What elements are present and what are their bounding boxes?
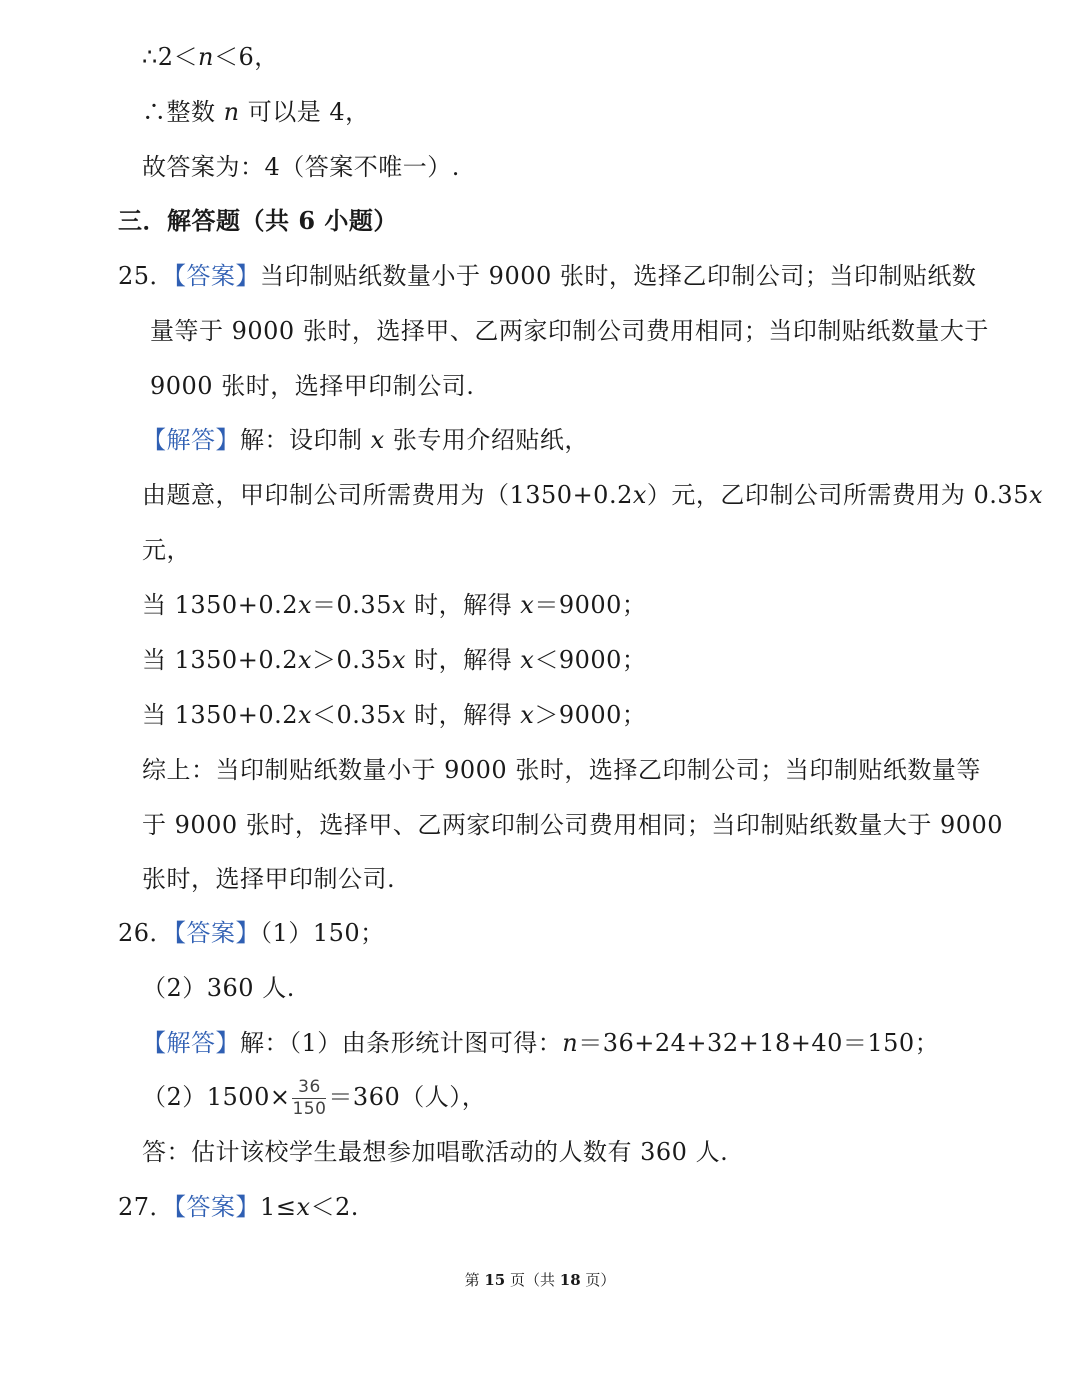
q25-equation-1 — [142, 590, 646, 620]
variable: x — [391, 646, 407, 674]
variable: x — [297, 701, 313, 729]
solution-tag: 【解答】 — [142, 1029, 240, 1057]
variable: x — [391, 591, 407, 619]
page-number: 15 — [484, 1271, 506, 1289]
q26-solution-line-1 — [142, 1028, 939, 1058]
q25-summary-line-3: 张时，选择甲印制公司. — [142, 865, 396, 893]
answer-tag: 【答案】 — [174, 1193, 261, 1221]
variable: x — [391, 701, 407, 729]
section-heading: 三．解答题（共 6 小题） — [118, 206, 398, 235]
q26-solution-line-2 — [142, 1077, 486, 1119]
variable: x — [520, 701, 535, 729]
text: 当 1350+0.2 — [142, 591, 298, 619]
line-integer-n — [142, 97, 370, 127]
q25-solution-line-3: 元， — [142, 536, 191, 564]
q25-answer-line-3: 9000 张时，选择甲印制公司. — [150, 372, 475, 400]
variable: x — [296, 1193, 311, 1221]
text: ＜2. — [310, 1193, 359, 1221]
text: 当印制贴纸数量小于 9000 张时，选择乙印制公司；当印制贴纸数 — [260, 262, 977, 290]
variable: x — [370, 426, 385, 454]
text: ＞9000； — [534, 701, 647, 729]
line-answer-24: 故答案为：4（答案不唯一）. — [142, 153, 460, 181]
page-total: 18 — [559, 1271, 581, 1289]
q26-answer-line-2: （2）360 人. — [142, 974, 295, 1002]
q25-answer-line-1 — [118, 261, 976, 291]
variable: x — [632, 481, 647, 509]
text: ＝360（人）， — [328, 1083, 487, 1111]
text: 第 — [464, 1271, 485, 1289]
q25-solution-line-2 — [142, 480, 1043, 510]
q25-answer-line-2: 量等于 9000 张时，选择甲、乙两家印制公司费用相同；当印制贴纸数量大于 — [150, 317, 989, 345]
text: （2）1500× — [142, 1083, 291, 1111]
answer-tag: 【答案】 — [174, 919, 261, 947]
text: ＝9000； — [534, 591, 647, 619]
text: （1）150； — [260, 919, 385, 947]
text: 时，解得 — [406, 591, 521, 619]
page-footer — [0, 1270, 1080, 1290]
answer-tag: 【答案】 — [174, 262, 261, 290]
text: 张专用介绍贴纸， — [384, 426, 589, 454]
text: 由题意，甲印制公司所需费用为（1350+0.2 — [142, 481, 633, 509]
fraction-denominator: 150 — [292, 1099, 327, 1119]
text: 页） — [580, 1271, 616, 1289]
text: 可以是 4， — [239, 98, 370, 126]
text: 时，解得 — [406, 646, 521, 674]
variable: x — [520, 591, 535, 619]
solution-tag: 【解答】 — [142, 426, 240, 454]
fraction-numerator: 36 — [292, 1078, 326, 1099]
text: 解：（1）由条形统计图可得： — [240, 1029, 563, 1057]
variable: n — [223, 98, 240, 126]
text: ＝0.35 — [312, 591, 392, 619]
q25-summary-line-2: 于 9000 张时，选择甲、乙两家印制公司费用相同；当印制贴纸数量大于 9000 — [142, 811, 1004, 839]
q26-answer-line-1 — [118, 918, 385, 948]
q27-answer-line-1 — [118, 1192, 359, 1222]
text: 解：设印制 — [240, 426, 371, 454]
variable: x — [1028, 481, 1044, 509]
question-number: 27． — [118, 1193, 175, 1221]
text: 1≤ — [260, 1193, 297, 1221]
text: ＞0.35 — [312, 646, 392, 674]
text: ∴整数 — [142, 98, 224, 126]
text: 当 1350+0.2 — [142, 701, 298, 729]
text: ＝36+24+32+18+40＝150； — [578, 1029, 940, 1057]
text: ）元，乙印制公司所需费用为 0.35 — [646, 481, 1029, 509]
q25-summary-line-1: 综上：当印制贴纸数量小于 9000 张时，选择乙印制公司；当印制贴纸数量等 — [142, 756, 981, 784]
text: 时，解得 — [406, 701, 521, 729]
variable: x — [297, 646, 313, 674]
question-number: 26． — [118, 919, 175, 947]
q25-equation-2 — [142, 645, 646, 675]
variable: x — [520, 646, 535, 674]
text: 页（共 — [505, 1271, 560, 1289]
q25-equation-3 — [142, 700, 646, 730]
text: 当 1350+0.2 — [142, 646, 298, 674]
fraction — [292, 1078, 326, 1119]
q25-solution-line-1 — [142, 425, 589, 455]
text: ＜6， — [214, 43, 279, 71]
variable: n — [562, 1029, 579, 1057]
variable: n — [198, 43, 215, 71]
q26-solution-line-3: 答：估计该校学生最想参加唱歌活动的人数有 360 人. — [142, 1138, 729, 1166]
text: ＜0.35 — [312, 701, 392, 729]
variable: x — [297, 591, 313, 619]
question-number: 25． — [118, 262, 175, 290]
text: ＜9000； — [534, 646, 647, 674]
text: ∴2＜ — [142, 43, 199, 71]
line-n-range — [142, 42, 279, 72]
